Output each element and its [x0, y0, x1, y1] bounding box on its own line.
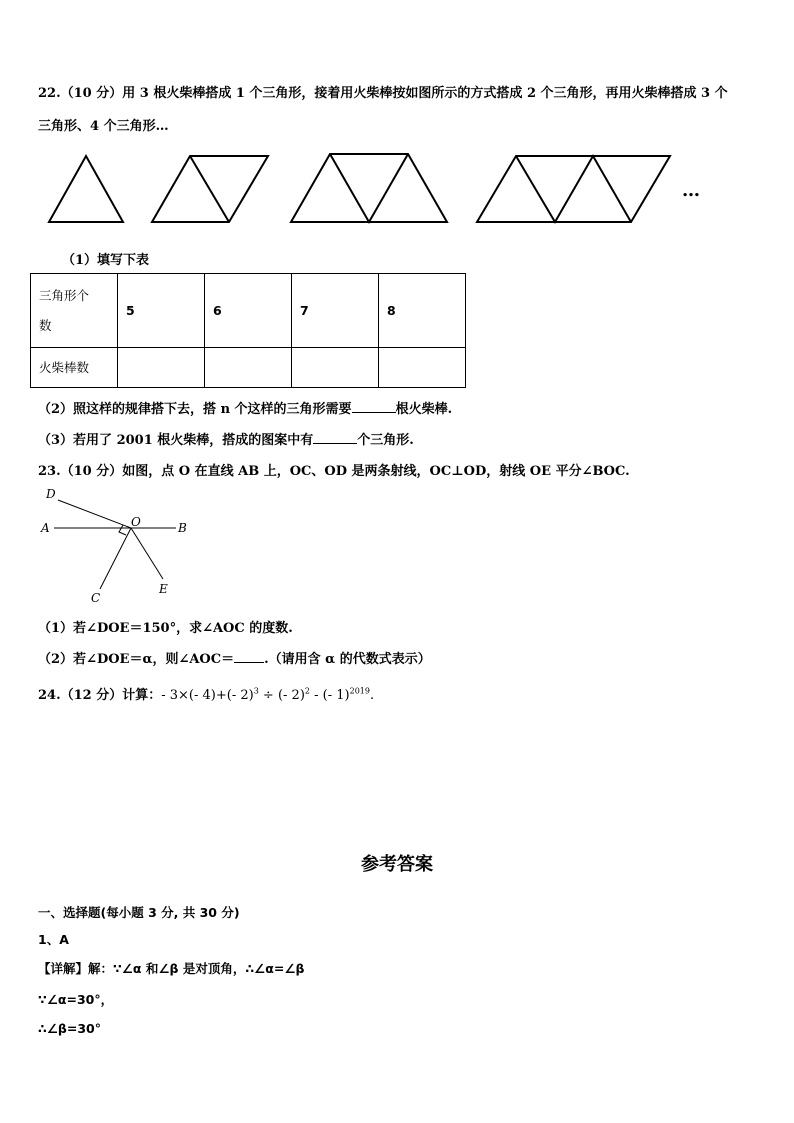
expr-part-1: - 3×(- 4)+(- 2) [161, 688, 254, 703]
row-head-triangle-count [31, 274, 118, 348]
exp-3: 2019 [349, 686, 370, 696]
q23-stem: 23.（10 分）如图，点 O 在直线 AB 上，OC、OD 是两条射线，OC⊥OD，射线 OE 平分∠BOC. [38, 464, 630, 479]
fill-in-table [30, 273, 466, 388]
q23-part2-text-a: （2）若∠DOE＝α，则∠AOC＝ [38, 652, 235, 667]
label-D: D [46, 487, 56, 501]
q24-expression [161, 688, 374, 703]
expr-part-2: ÷ (- 2) [258, 688, 305, 703]
row-head-text-a: 三角形个 [39, 287, 90, 303]
q22-part3-text-a: （3）若用了 2001 根火柴棒，搭成的图案中有 [38, 433, 314, 448]
row-head-text-b: 数 [39, 317, 52, 333]
q22-stem-line1: 22.（10 分）用 3 根火柴棒搭成 1 个三角形，接着用火柴棒按如图所示的方式搭成 2 个三角形，再用火柴棒搭成 3 个 [38, 86, 728, 101]
cell-triangles-7: 7 [292, 274, 379, 348]
q22-part2 [38, 398, 452, 417]
label-B: B [178, 521, 187, 535]
answer-cell-2[interactable] [205, 348, 292, 388]
exp-2: 2 [304, 686, 310, 696]
answer-item-1: 1、A [38, 932, 69, 947]
answer-detail: 【详解】解：∵∠α 和∠β 是对顶角，∴∠α=∠β [38, 961, 305, 976]
q24-prefix: 24.（12 分）计算： [38, 688, 162, 703]
label-O: O [131, 515, 141, 529]
answer-cell-4[interactable] [379, 348, 466, 388]
triangle-figure-1 [49, 156, 123, 222]
answer-cell-3[interactable] [292, 348, 379, 388]
cell-triangles-6: 6 [205, 274, 292, 348]
ray-OC [100, 528, 131, 589]
answer-blank-q23[interactable] [234, 650, 264, 663]
q22-part3-text-b: 个三角形. [357, 433, 414, 448]
answer-cell-1[interactable] [118, 348, 205, 388]
q22-part2-text-b: 根火柴棒. [395, 402, 453, 417]
q22-part1: （1）填写下表 [62, 253, 150, 268]
triangle-figure-3 [291, 154, 447, 222]
q23-part1: （1）若∠DOE＝150°，求∠AOC 的度数. [38, 621, 293, 636]
cell-triangles-8: 8 [379, 274, 466, 348]
expr-part-3: - (- 1) [310, 688, 350, 703]
q22-part2-text-a: （2）照这样的规律搭下去，搭 n 个这样的三角形需要 [38, 402, 352, 417]
matchstick-triangles-figure [0, 148, 794, 228]
q23-part2-text-b: .（请用含 α 的代数式表示） [264, 652, 431, 667]
q22-part3 [38, 429, 414, 448]
right-angle-mark [119, 525, 126, 535]
answers-title: 参考答案 [361, 854, 433, 875]
answer-result: ∴∠β=30° [38, 1021, 101, 1036]
angle-diagram [30, 486, 230, 606]
answers-section-heading: 一、选择题(每小题 3 分, 共 30 分) [38, 905, 240, 920]
expr-suffix: . [369, 688, 375, 703]
q23-part2 [38, 648, 431, 667]
row-head-matchsticks: 火柴棒数 [31, 348, 118, 388]
ray-OD [58, 500, 131, 528]
label-A: A [41, 521, 50, 535]
cell-triangles-5: 5 [118, 274, 205, 348]
label-C: C [91, 591, 101, 605]
answer-blank-part2[interactable] [352, 400, 396, 413]
q22-stem-line2: 三角形、4 个三角形… [38, 119, 169, 134]
ray-OE [131, 528, 163, 579]
exp-1: 3 [253, 686, 259, 696]
figure-ellipsis: … [682, 180, 700, 201]
q24-stem [38, 684, 374, 703]
label-E: E [159, 582, 168, 596]
triangle-figure-2 [152, 156, 268, 222]
answer-blank-part3[interactable] [313, 431, 357, 444]
answer-given: ∵∠α=30°， [38, 992, 114, 1007]
triangle-figure-4 [477, 156, 670, 222]
